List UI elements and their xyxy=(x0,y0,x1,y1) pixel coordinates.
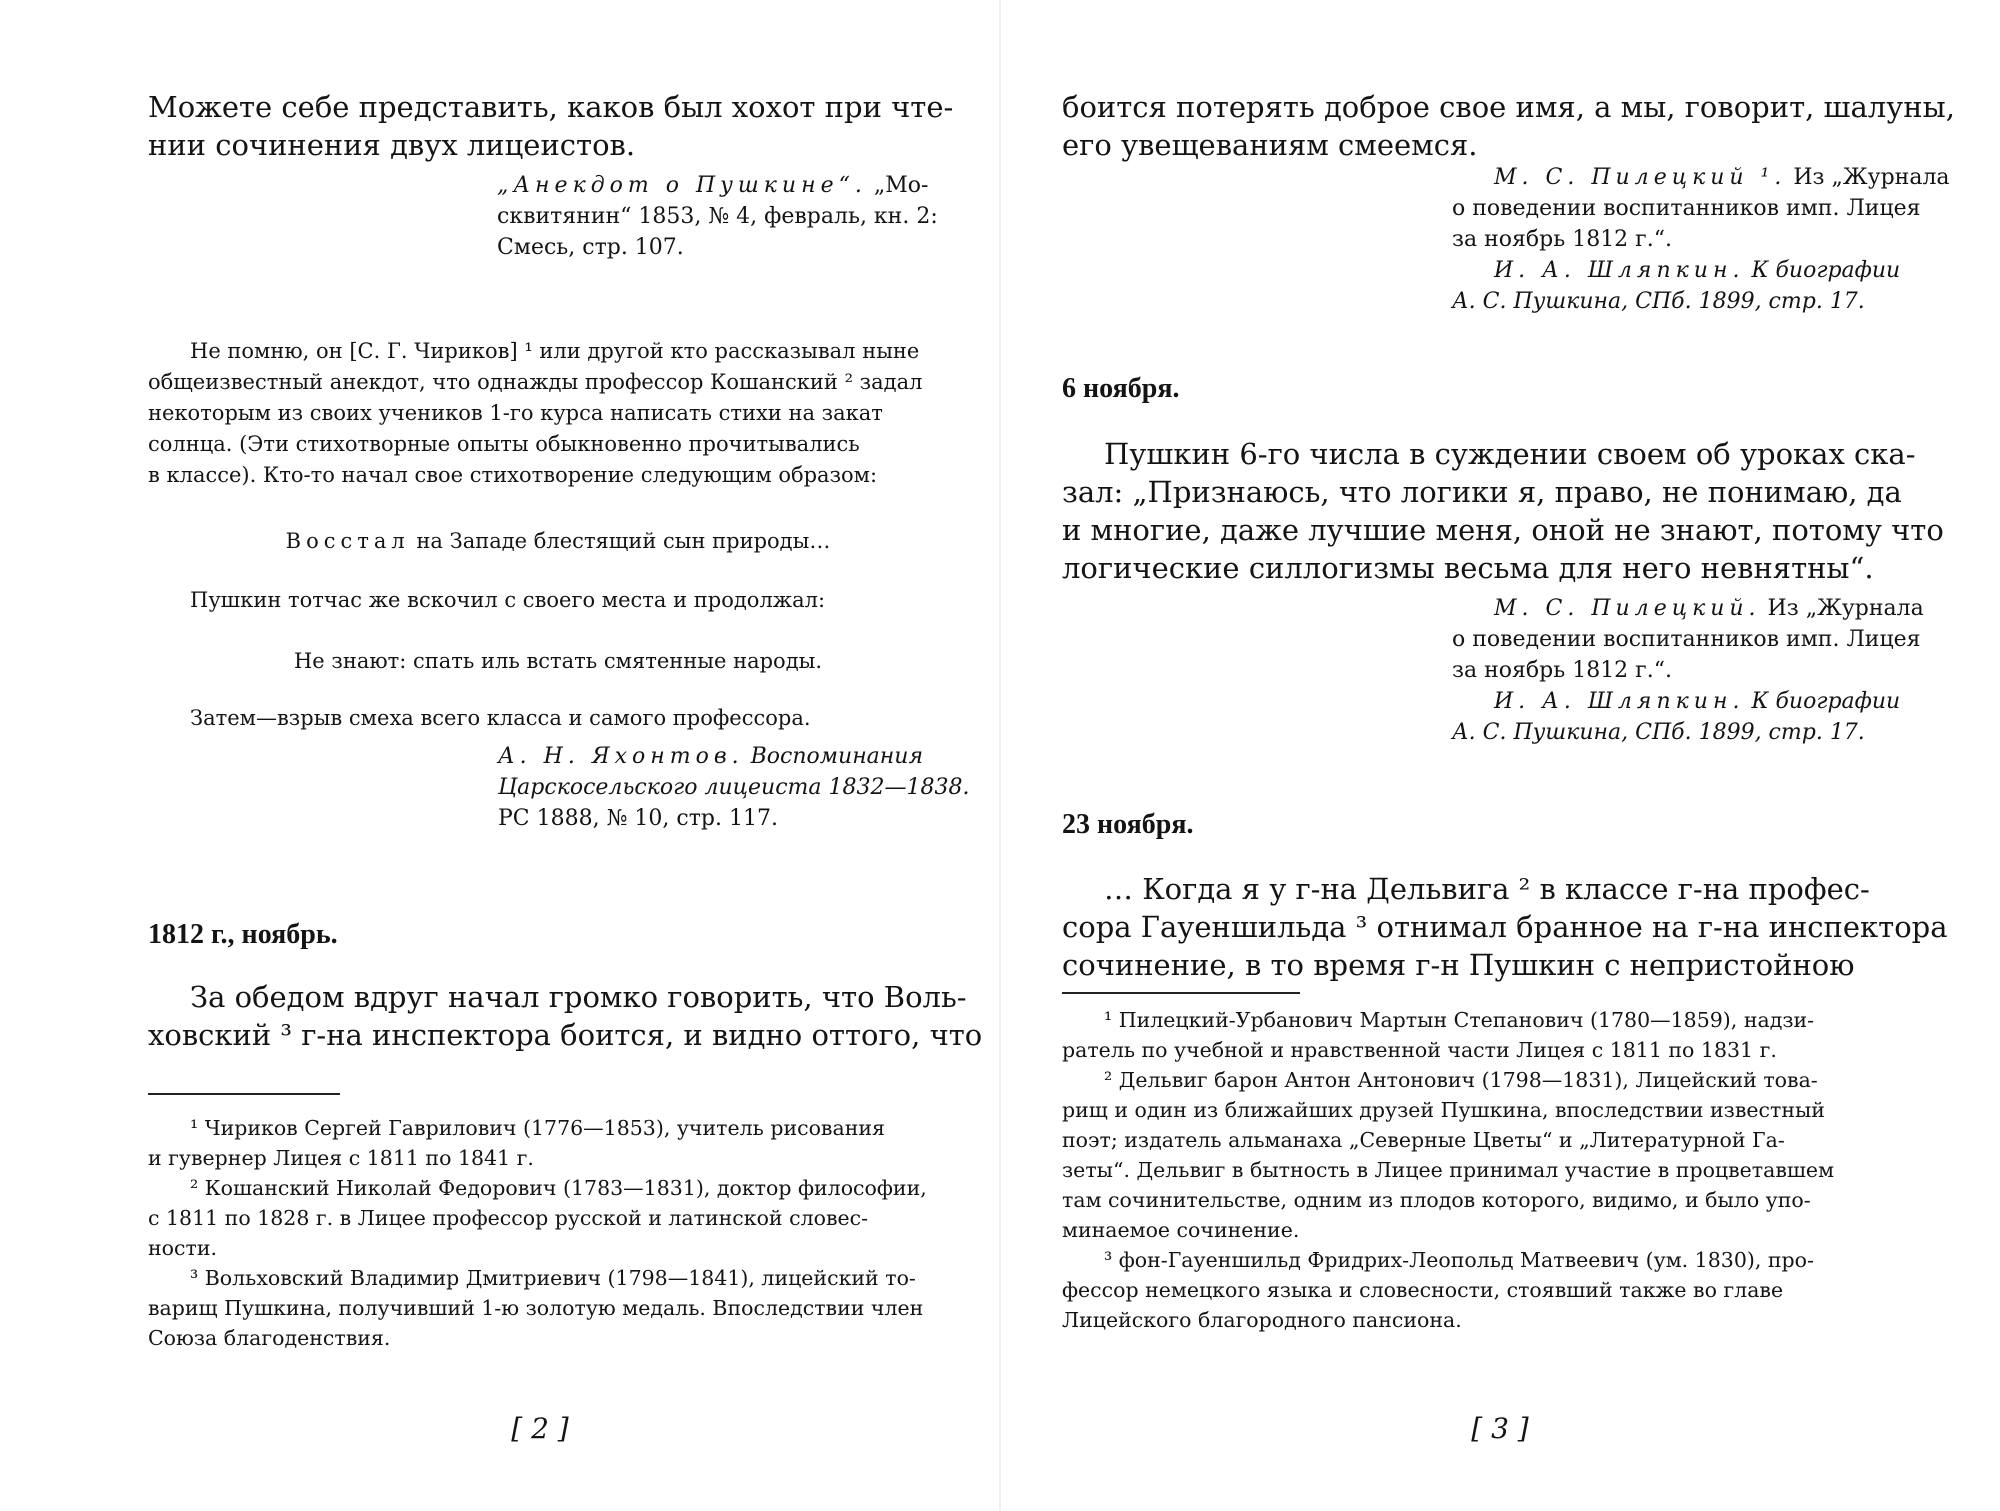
citation-line: за ноябрь 1812 г.“. xyxy=(1452,658,1672,683)
citation-author: И. А. Шляпкин. xyxy=(1494,689,1745,714)
text-line: Пушкин 6-го числа в суждении своем об уроках ска- xyxy=(1104,437,1916,471)
footnote-line: ратель по учебной и нравственной части Лицея с 1811 по 1831 г. xyxy=(1062,1038,1777,1062)
citation-line xyxy=(497,170,977,201)
text-line: сочинение, в то время г-н Пушкин с непристойною xyxy=(1062,948,1855,982)
footnote-separator xyxy=(1062,992,1300,994)
left-source-citation-1 xyxy=(497,170,977,263)
citation-text: „Мо- xyxy=(866,173,929,198)
citation-line: о поведении воспитанников имп. Лицея xyxy=(1452,196,1921,221)
citation-text: Из „Журнала xyxy=(1786,165,1950,190)
footnote-line: рищ и один из ближайших друзей Пушкина, впоследствии известный xyxy=(1062,1098,1825,1122)
footnote-3 xyxy=(1062,1245,1922,1335)
footnote-1 xyxy=(1062,1005,1922,1065)
text-line: Пушкин тотчас же вскочил с своего места и продолжал: xyxy=(190,588,826,612)
footnote-line: фессор немецкого языка и словесности, стоявший также во главе xyxy=(1062,1278,1784,1302)
citation-text: К биографии xyxy=(1744,689,1901,714)
citation-author: А. Н. Яхонтов. xyxy=(498,744,744,769)
citation-line xyxy=(1452,593,1962,624)
text-line: солнца. (Эти стихотворные опыты обыкновенно прочитывались xyxy=(148,432,860,456)
citation-author: М. С. Пилецкий ¹. xyxy=(1494,165,1787,190)
citation-author: „Анекдот о Пушкине“. xyxy=(497,173,867,198)
footnote-3 xyxy=(148,1263,968,1353)
text-line: и многие, даже лучшие меня, оной не знают, потому что xyxy=(1062,513,1944,547)
text-line: Затем—взрыв смеха всего класса и самого профессора. xyxy=(190,706,811,730)
citation-line: Смесь, стр. 107. xyxy=(497,235,684,260)
citation-line: о поведении воспитанников имп. Лицея xyxy=(1452,627,1921,652)
citation-author: М. С. Пилецкий. xyxy=(1494,596,1761,621)
text-line: в классе). Кто-то начал свое стихотворение следующим образом: xyxy=(148,463,878,487)
citation-line: за ноябрь 1812 г.“. xyxy=(1452,227,1672,252)
footnote-2 xyxy=(1062,1065,1922,1245)
section-heading-23-november: 23 ноября. xyxy=(1062,809,1194,840)
citation-text: К биографии xyxy=(1744,258,1901,283)
citation-line xyxy=(1452,255,1962,286)
text-line: общеизвестный анекдот, что однажды профессор Кошанский ² задал xyxy=(148,370,923,394)
text-line: … Когда я у г-на Дельвига ² в классе г-на профес- xyxy=(1104,872,1870,906)
text-line: ховский ³ г-на инспектора боится, и видно оттого, что xyxy=(148,1018,983,1052)
citation-line: А. С. Пушкина, СПб. 1899, стр. 17. xyxy=(1452,289,1865,314)
text-line: некоторым из своих учеников 1-го курса написать стихи на закат xyxy=(148,401,883,425)
footnote-line: ³ Вольховский Владимир Дмитриевич (1798—1841), лицейский то- xyxy=(190,1266,916,1290)
footnote-line: с 1811 по 1828 г. в Лицее профессор русской и латинской словес- xyxy=(148,1206,869,1230)
left-paragraph-continue xyxy=(148,585,968,616)
citation-title: Воспоминания xyxy=(743,744,924,769)
text-line: его увещеваниям смеемся. xyxy=(1062,128,1478,162)
footnote-line: ² Кошанский Николай Федорович (1783—1831), доктор философии, xyxy=(190,1176,927,1200)
citation-author: И. А. Шляпкин. xyxy=(1494,258,1745,283)
footnote-line: и гувернер Лицея с 1811 по 1841 г. xyxy=(148,1146,534,1170)
citation-line: РС 1888, № 10, стр. 117. xyxy=(498,806,778,831)
text-line: Не помню, он [С. Г. Чириков] ¹ или другой кто рассказывал ныне xyxy=(190,339,920,363)
left-anecdote-paragraph xyxy=(148,336,968,491)
citation-line: Царскосельского лицеиста 1832—1838. xyxy=(498,775,970,800)
footnote-line: Лицейского благородного пансиона. xyxy=(1062,1308,1462,1332)
right-page xyxy=(1000,0,2000,1511)
section-heading-1812-november: 1812 г., ноябрь. xyxy=(148,919,338,950)
footnote-line: ² Дельвиг барон Антон Антонович (1798—1831), Лицейский това- xyxy=(1104,1068,1818,1092)
text-line: За обедом вдруг начал громко говорить, что Воль- xyxy=(190,980,967,1014)
footnote-line: поэт; издатель альманаха „Северные Цветы“ и „Литературной Га- xyxy=(1062,1128,1785,1152)
text-line: нии сочинения двух лицеистов. xyxy=(148,128,636,162)
right-footnotes xyxy=(1062,1005,1922,1335)
left-intro-paragraph xyxy=(148,88,968,164)
footnote-line: ¹ Пилецкий-Урбанович Мартын Степанович (1780—1859), надзи- xyxy=(1104,1008,1815,1032)
footnote-line: варищ Пушкина, получивший 1-ю золотую медаль. Впоследствии член xyxy=(148,1296,924,1320)
left-source-citation-2 xyxy=(498,741,978,834)
text-line: Можете себе представить, каков был хохот при чте- xyxy=(148,90,954,124)
footnote-2 xyxy=(148,1173,968,1263)
text-line: боится потерять доброе свое имя, а мы, говорит, шалуны, xyxy=(1062,90,1955,124)
verse-line-2 xyxy=(148,646,968,677)
citation-text: Из „Журнала xyxy=(1760,596,1924,621)
citation-line xyxy=(1452,162,1962,193)
footnote-line: ³ фон-Гауеншильд Фридрих-Леопольд Матвеевич (ум. 1830), про- xyxy=(1104,1248,1814,1272)
right-delvig-paragraph xyxy=(1062,870,1948,984)
page-number-left: [ 2 ] xyxy=(511,1412,569,1445)
right-source-citation-2 xyxy=(1452,593,1962,748)
section-heading-6-november: 6 ноября. xyxy=(1062,373,1180,404)
citation-line xyxy=(1452,686,1962,717)
footnote-line: ности. xyxy=(148,1236,218,1260)
text-line: сора Гауеншильда ³ отнимал бранное на г-на инспектора xyxy=(1062,910,1948,944)
page-number-right: [ 3 ] xyxy=(1471,1412,1529,1445)
footnote-line: ¹ Чириков Сергей Гаврилович (1776—1853), учитель рисования xyxy=(190,1116,885,1140)
text-line: зал: „Признаюсь, что логики я, право, не понимаю, да xyxy=(1062,475,1902,509)
footnote-line: Союза благоденствия. xyxy=(148,1326,391,1350)
right-logic-paragraph xyxy=(1062,435,1944,587)
right-intro-paragraph xyxy=(1062,88,1955,164)
citation-line: А. С. Пушкина, СПб. 1899, стр. 17. xyxy=(1452,720,1865,745)
citation-line: сквитянин“ 1853, № 4, февраль, кн. 2: xyxy=(497,204,938,229)
verse-line-1 xyxy=(148,526,968,557)
footnote-line: там сочинительстве, одним из плодов которого, видимо, и было упо- xyxy=(1062,1188,1811,1212)
verse-text: на Западе блестящий сын природы… xyxy=(409,529,831,553)
verse-spaced-word: Восстал xyxy=(285,529,410,553)
footnote-line: минаемое сочинение. xyxy=(1062,1218,1300,1242)
text-line: логические силлогизмы весьма для него невнятны“. xyxy=(1062,551,1874,585)
footnote-line: зеты“. Дельвиг в бытность в Лицее принимал участие в процветавшем xyxy=(1062,1158,1835,1182)
left-paragraph-laughter xyxy=(148,703,968,734)
right-source-citation-1 xyxy=(1452,162,1962,317)
verse-text: Не знают: спать иль встать смятенные народы. xyxy=(293,649,823,673)
left-footnotes xyxy=(148,1113,968,1353)
citation-line xyxy=(498,741,978,772)
left-dinner-paragraph xyxy=(148,978,983,1054)
footnote-1 xyxy=(148,1113,968,1173)
footnote-separator xyxy=(148,1093,340,1095)
